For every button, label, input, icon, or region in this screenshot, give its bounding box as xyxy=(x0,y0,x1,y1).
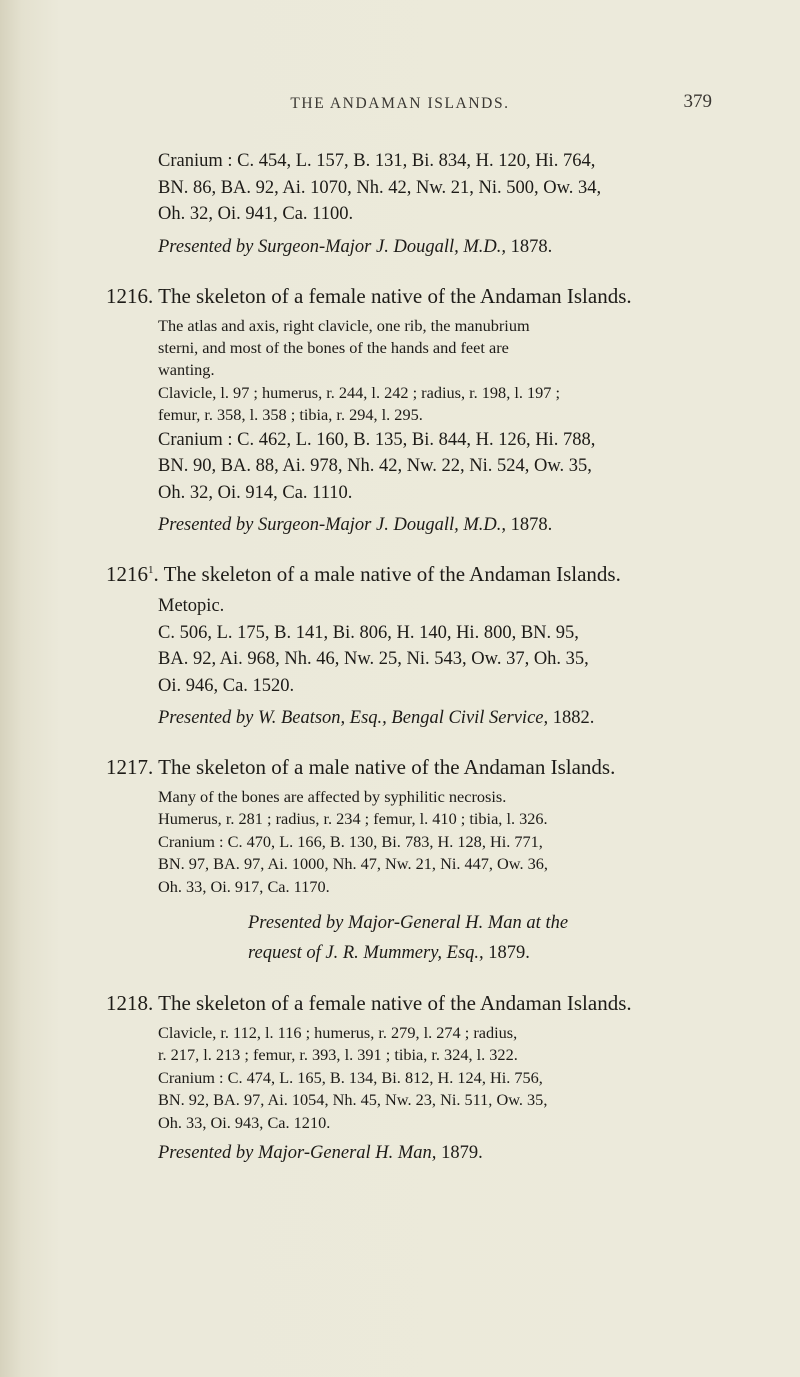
catalogue-entry xyxy=(108,283,708,540)
entry-description xyxy=(108,1022,708,1134)
continued-cranium xyxy=(108,148,708,228)
text-line: BN. 90, BA. 88, Ai. 978, Nh. 42, Nw. 22, Ni. 524, Ow. 35, xyxy=(158,456,592,477)
entry-description xyxy=(108,786,708,898)
text-line: Cranium : C. 454, L. 157, B. 131, Bi. 834, H. 120, Hi. 764, xyxy=(158,151,596,171)
entry-heading xyxy=(106,990,708,1017)
presented-line xyxy=(108,705,708,732)
presented-text: Presented by Surgeon-Major J. Dougall, M.D., xyxy=(158,515,507,536)
presented-line xyxy=(108,1140,708,1167)
entry-heading xyxy=(106,561,708,588)
entry-title: The skeleton of a female native of the Andaman Islands. xyxy=(158,283,632,308)
text-line: wanting. xyxy=(158,360,215,380)
text-line: Oh. 33, Oi. 943, Ca. 1210. xyxy=(158,1112,331,1132)
catalogue-entry xyxy=(108,561,708,732)
text-line: Clavicle, l. 97 ; humerus, r. 244, l. 242 ; radius, r. 198, l. 197 ; xyxy=(158,382,561,402)
presented-text: request of J. R. Mummery, Esq., xyxy=(248,943,484,964)
entry-description xyxy=(108,593,708,699)
presented-line xyxy=(248,938,708,968)
text-line: C. 506, L. 175, B. 141, Bi. 806, H. 140, Hi. 800, BN. 95, xyxy=(158,622,579,643)
presented-year: 1878. xyxy=(510,515,553,536)
entry-number-superscript: 1 xyxy=(148,564,154,577)
text-line: The atlas and axis, right clavicle, one rib, the manubrium xyxy=(158,315,530,335)
text-line: Metopic. xyxy=(158,596,225,617)
catalogue-entry xyxy=(108,990,708,1167)
text-line: BA. 92, Ai. 968, Nh. 46, Nw. 25, Ni. 543, Ow. 37, Oh. 35, xyxy=(158,649,589,670)
page-number: 379 xyxy=(683,91,712,112)
entry-title: The skeleton of a male native of the Andaman Islands. xyxy=(163,562,621,587)
text-line: Humerus, r. 281 ; radius, r. 234 ; femur, l. 410 ; tibia, l. 326. xyxy=(158,809,548,829)
presented-text: Presented by Major-General H. Man at the xyxy=(248,913,569,934)
text-line: Cranium : C. 470, L. 166, B. 130, Bi. 783, H. 128, Hi. 771, xyxy=(158,831,543,851)
presented-year: 1878. xyxy=(510,236,553,257)
entry-number-suffix: . xyxy=(153,562,159,587)
text-line: Clavicle, r. 112, l. 116 ; humerus, r. 279, l. 274 ; radius, xyxy=(158,1023,518,1043)
presented-text: Presented by Major-General H. Man, xyxy=(158,1143,437,1164)
entry-number: 1218. xyxy=(106,991,154,1016)
entry-number: 1216 xyxy=(106,562,148,587)
text-line: BN. 92, BA. 97, Ai. 1054, Nh. 45, Nw. 23, Ni. 511, Ow. 35, xyxy=(158,1090,548,1110)
text-line: Many of the bones are affected by syphilitic necrosis. xyxy=(158,787,507,807)
text-line: Cranium : C. 474, L. 165, B. 134, Bi. 812, H. 124, Hi. 756, xyxy=(158,1067,543,1087)
page-body xyxy=(108,148,708,1167)
text-line: Oh. 32, Oi. 914, Ca. 1110. xyxy=(158,482,353,503)
entry-title: The skeleton of a female native of the Andaman Islands. xyxy=(158,991,632,1016)
text-line: Oh. 32, Oi. 941, Ca. 1100. xyxy=(158,204,354,224)
entry-heading xyxy=(106,754,708,781)
text-line: sterni, and most of the bones of the hands and feet are xyxy=(158,337,509,357)
text-line: Oi. 946, Ca. 1520. xyxy=(158,675,295,696)
entry-number: 1217. xyxy=(106,755,154,780)
presented-text: Presented by W. Beatson, Esq., Bengal Civil Service, xyxy=(158,708,549,729)
text-line: femur, r. 358, l. 358 ; tibia, r. 294, l. 295. xyxy=(158,405,423,425)
presented-year: 1882. xyxy=(552,708,595,729)
text-line: BN. 86, BA. 92, Ai. 1070, Nh. 42, Nw. 21, Ni. 500, Ow. 34, xyxy=(158,177,602,198)
entry-number: 1216. xyxy=(106,283,154,308)
presented-text: Presented by Surgeon-Major J. Dougall, M.D., xyxy=(158,236,507,257)
presented-block xyxy=(108,908,708,968)
running-head xyxy=(0,91,800,125)
running-title: THE ANDAMAN ISLANDS. xyxy=(290,95,510,112)
entry-description xyxy=(108,315,708,427)
text-line: BN. 97, BA. 97, Ai. 1000, Nh. 47, Nw. 21, Ni. 447, Ow. 36, xyxy=(158,854,549,874)
text-line: r. 217, l. 213 ; femur, r. 393, l. 391 ; tibia, r. 324, l. 322. xyxy=(158,1045,518,1065)
text-line: Oh. 33, Oi. 917, Ca. 1170. xyxy=(158,876,330,896)
entry-heading xyxy=(106,283,708,310)
entry-title: The skeleton of a male native of the Andaman Islands. xyxy=(158,755,616,780)
entry-cranium xyxy=(108,427,708,507)
text-line: Cranium : C. 462, L. 160, B. 135, Bi. 844, H. 126, Hi. 788, xyxy=(158,429,596,450)
presented-line xyxy=(108,512,708,539)
presented-line xyxy=(108,234,708,261)
presented-year: 1879. xyxy=(441,1143,483,1164)
catalogue-entry xyxy=(108,754,708,968)
presented-year: 1879. xyxy=(488,943,530,964)
